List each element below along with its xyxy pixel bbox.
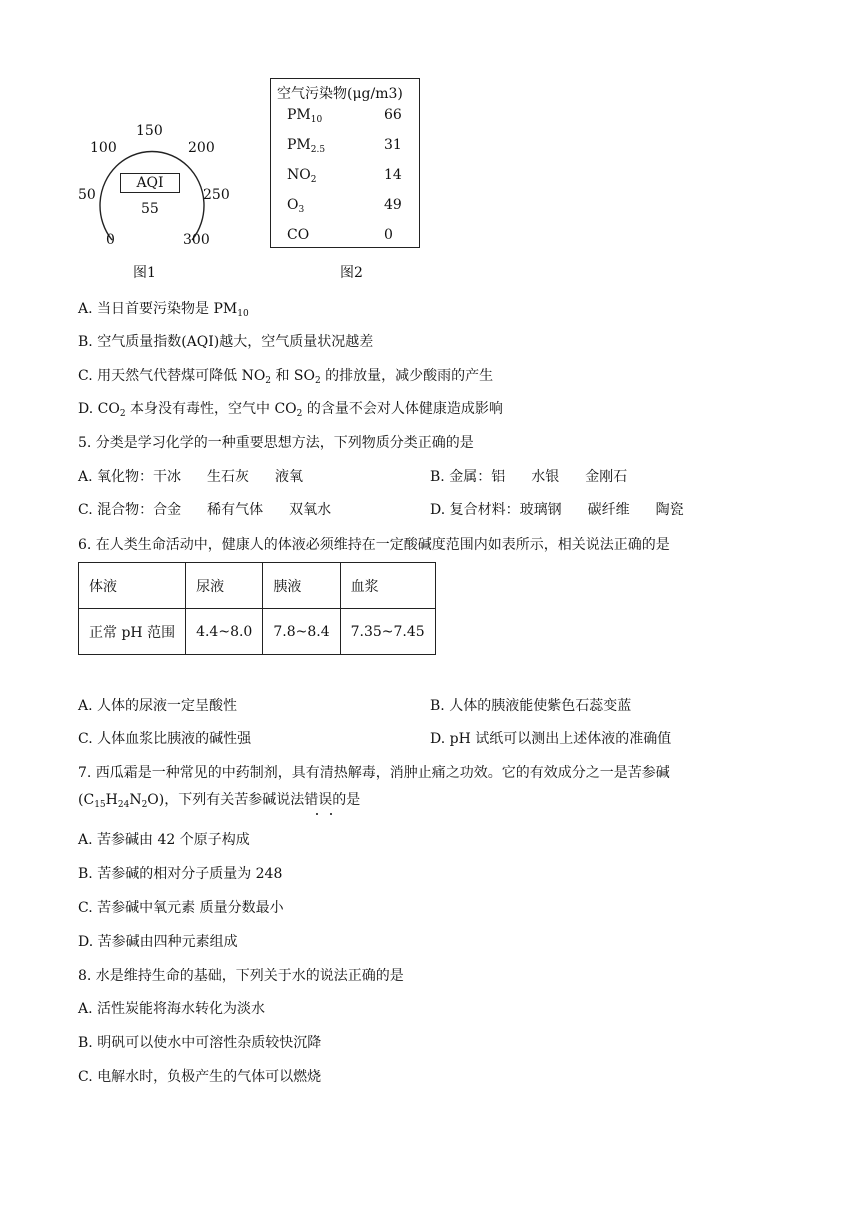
q7-option-d: D. 苦参碱由四种元素组成 <box>78 934 238 950</box>
pollutant-value-o3: 49 <box>384 197 402 213</box>
q7-stem-line1: 7. 西瓜霜是一种常见的中药制剂，具有清热解毒，消肿止痛之功效。它的有效成分之一是苦参碱 <box>78 765 670 781</box>
gauge-tick-300: 300 <box>183 232 210 248</box>
ph-table-cell: 血浆 <box>340 563 435 609</box>
pollutant-value-pm25: 31 <box>384 137 402 153</box>
q7-option-a: A. 苦参碱由 42 个原子构成 <box>78 832 250 848</box>
gauge-tick-200: 200 <box>188 140 215 156</box>
q8-option-a: A. 活性炭能将海水转化为淡水 <box>78 1001 266 1017</box>
q6-stem: 6. 在人类生命活动中，健康人的体液必须维持在一定酸碱度范围内如表所示，相关说法正确的是 <box>78 537 670 553</box>
q5-stem: 5. 分类是学习化学的一种重要思想方法，下列物质分类正确的是 <box>78 435 474 451</box>
q5-option-a: A. 氧化物：干冰 生石灰 液氧 <box>78 469 304 485</box>
ph-table-cell: 7.8~8.4 <box>263 609 340 655</box>
gauge-tick-150: 150 <box>136 123 163 139</box>
pollutant-header: 空气污染物(μg/m3) <box>277 86 403 102</box>
q8-option-c: C. 电解水时，负极产生的气体可以燃烧 <box>78 1069 322 1085</box>
ph-table-cell: 4.4~8.0 <box>186 609 263 655</box>
q8-option-b: B. 明矾可以使水中可溶性杂质较快沉降 <box>78 1035 322 1051</box>
pollutant-name-pm25: $PM_{2.5}$ <box>287 137 326 155</box>
q7-option-c: C. 苦参碱中氧元素 质量分数最小 <box>78 900 284 916</box>
ph-table-header-row <box>79 563 436 609</box>
figure2-caption: 图2 <box>340 265 363 281</box>
pollutant-value-co: 0 <box>384 227 393 243</box>
q6-option-a: A. 人体的尿液一定呈酸性 <box>78 698 238 714</box>
ph-table <box>78 562 436 655</box>
pollutant-name-co: CO <box>287 227 310 243</box>
ph-table-row <box>79 609 436 655</box>
gauge-tick-0: 0 <box>106 232 115 248</box>
q4-option-d: D. $CO_2$ 本身没有毒性，空气中 $CO_2$ 的含量不会对人体健康造成影响 <box>78 401 503 419</box>
pollutant-name-pm10: $PM_{10}$ <box>287 107 323 125</box>
figure1-caption: 图1 <box>133 265 156 281</box>
emphasis-dot <box>330 813 332 815</box>
ph-table-cell: 正常 pH 范围 <box>79 609 186 655</box>
pollutant-name-o3: $O_3$ <box>287 197 305 215</box>
gauge-tick-250: 250 <box>203 187 230 203</box>
pollutant-value-pm10: 66 <box>384 107 402 123</box>
q4-option-b: B. 空气质量指数(AQI)越大，空气质量状况越差 <box>78 334 374 350</box>
pollutant-name-no2: $NO_2$ <box>287 167 317 185</box>
gauge-tick-100: 100 <box>90 140 117 156</box>
q6-option-c: C. 人体血浆比胰液的碱性强 <box>78 731 252 747</box>
q4-option-a: A. 当日首要污染物是 $PM_{10}$ <box>78 301 249 319</box>
q7-option-b: B. 苦参碱的相对分子质量为 248 <box>78 866 283 882</box>
q6-option-b: B. 人体的胰液能使紫色石蕊变蓝 <box>430 698 632 714</box>
gauge-tick-50: 50 <box>78 187 96 203</box>
figure2-pollutant-box <box>270 78 420 248</box>
q5-option-c: C. 混合物：合金 稀有气体 双氧水 <box>78 502 332 518</box>
aqi-label-box: AQI <box>120 173 180 193</box>
ph-table-cell: 体液 <box>79 563 186 609</box>
q5-option-b: B. 金属：铝 水银 金刚石 <box>430 469 628 485</box>
q8-stem: 8. 水是维持生命的基础，下列关于水的说法正确的是 <box>78 968 404 984</box>
ph-table-cell: 尿液 <box>186 563 263 609</box>
aqi-value: 55 <box>141 201 159 217</box>
q7-stem-line2: $(C_{15}H_{24}N_2O)$，下列有关苦参碱说法错误的是 <box>78 792 361 810</box>
q6-option-d: D. pH 试纸可以测出上述体液的准确值 <box>430 731 672 747</box>
ph-table-cell: 7.35~7.45 <box>340 609 435 655</box>
q5-option-d: D. 复合材料：玻璃钢 碳纤维 陶瓷 <box>430 502 684 518</box>
ph-table-cell: 胰液 <box>263 563 340 609</box>
q4-option-c: C. 用天然气代替煤可降低 $NO_2$ 和 $SO_2$ 的排放量，减少酸雨的产生 <box>78 368 494 386</box>
emphasis-dot <box>316 813 318 815</box>
pollutant-value-no2: 14 <box>384 167 402 183</box>
